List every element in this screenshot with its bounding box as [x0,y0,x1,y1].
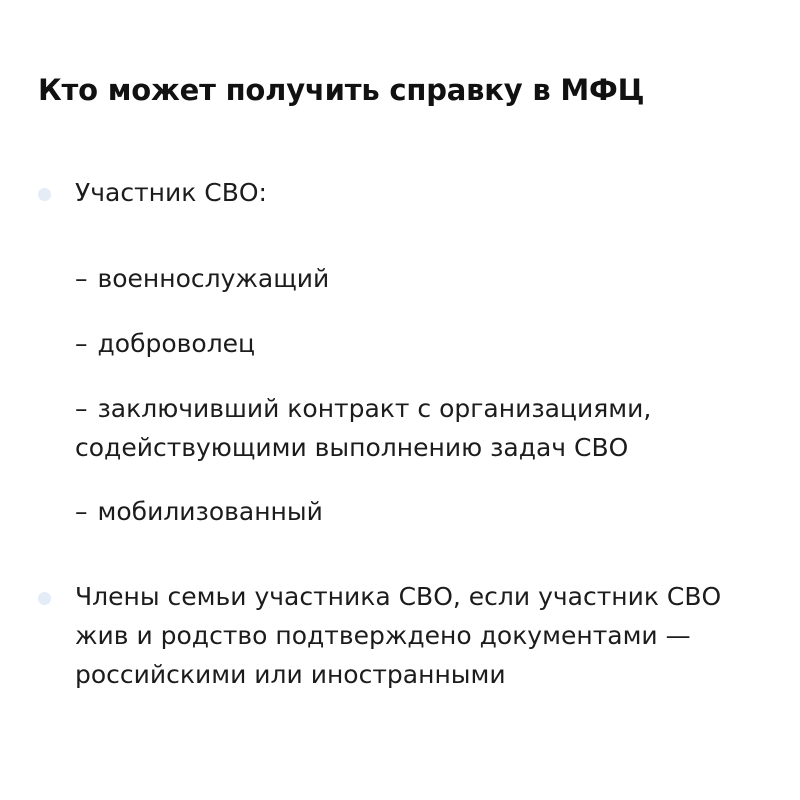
list-item-family-line1: Члены семьи участника СВО, если участник СВО [75,582,722,611]
page-title: Кто может получить справку в МФЦ [38,73,645,107]
dash: – [75,329,88,358]
sub-item-label: мобилизованный [97,497,323,526]
dash: – [75,264,88,293]
sub-item-contractor-line2: содействующими выполнению задач СВО [75,433,629,462]
sub-item-serviceman [75,262,329,296]
sub-item-volunteer [75,327,255,361]
bullet-icon [38,592,51,605]
list-item-family-line2: жив и родство подтверждено документами — [75,621,691,650]
sub-item-label: военнослужащий [97,264,330,293]
list-item-participant: Участник СВО: [75,178,267,207]
sub-item-label: заключивший контракт с организациями, [97,394,652,423]
bullet-icon [38,188,51,201]
list-item-family-line3: российскими или иностранными [75,660,506,689]
sub-item-contractor [75,392,651,426]
dash: – [75,497,88,526]
sub-item-label: доброволец [97,329,256,358]
dash: – [75,394,88,423]
sub-item-mobilized [75,495,323,529]
